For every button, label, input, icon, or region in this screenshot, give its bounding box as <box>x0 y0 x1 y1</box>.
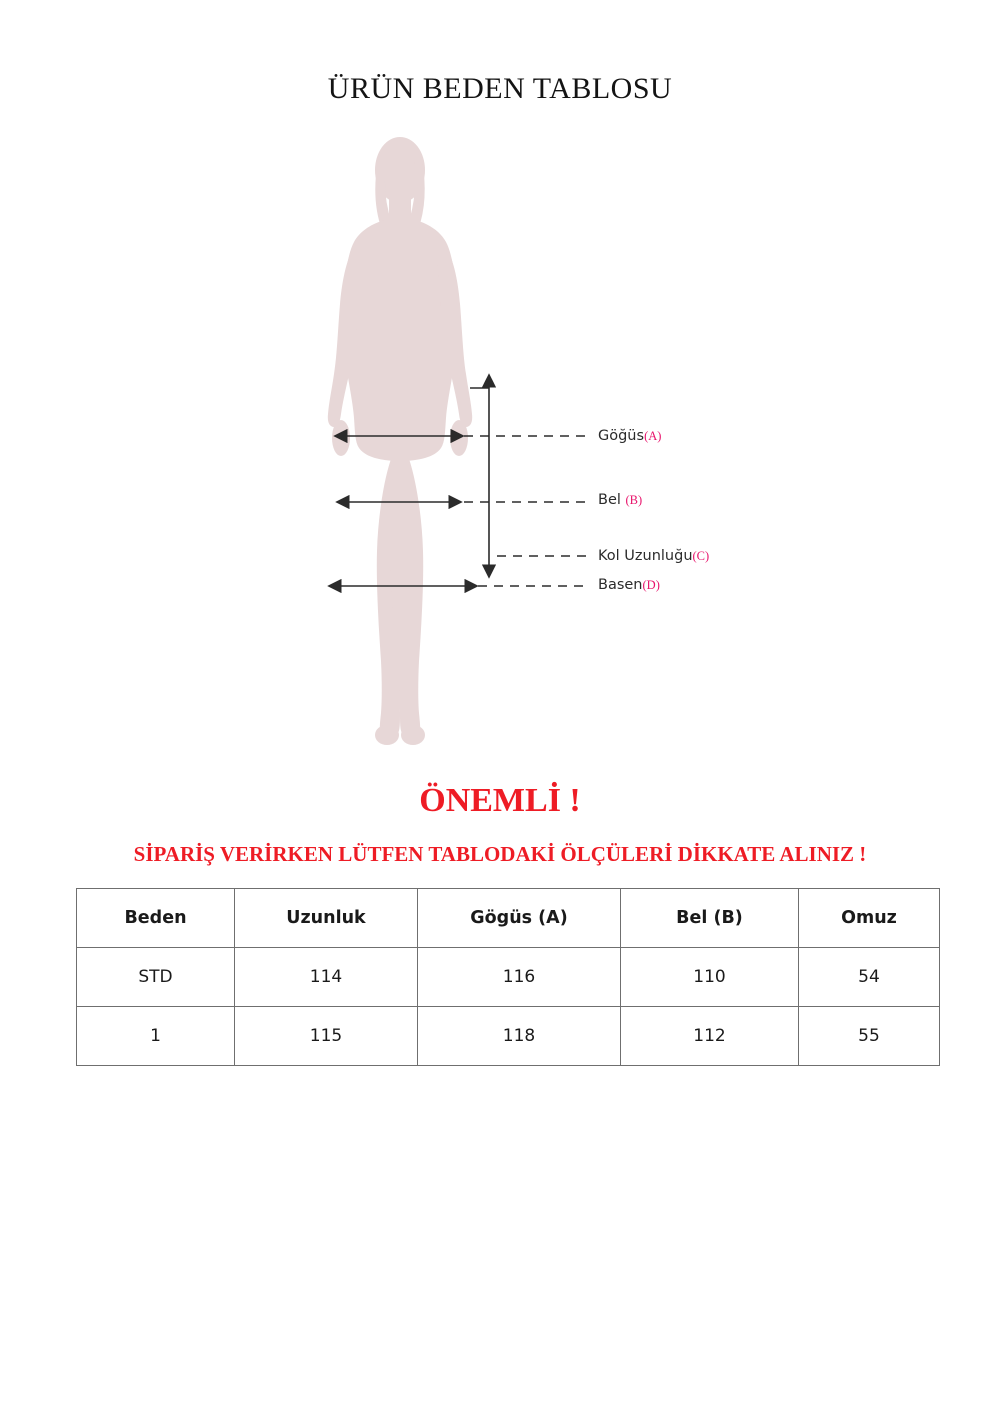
table-cell: 55 <box>799 1007 940 1066</box>
table-header-cell: Gögüs (A) <box>418 889 621 948</box>
table-header-cell: Bel (B) <box>621 889 799 948</box>
label-chest-text: Göğüs <box>598 428 645 444</box>
label-sleeve-text: Kol Uzunluğu <box>598 548 693 564</box>
table-cell: 110 <box>621 948 799 1007</box>
label-waist <box>598 492 642 508</box>
table-header-cell: Uzunluk <box>235 889 418 948</box>
label-sleeve-length <box>598 548 709 564</box>
label-chest-code: (A) <box>644 429 662 443</box>
label-waist-code: (B) <box>625 493 643 507</box>
measurement-figure <box>0 130 1000 770</box>
table-header-cell: Omuz <box>799 889 940 948</box>
important-heading: ÖNEMLİ ! <box>419 782 581 819</box>
table-cell: 115 <box>235 1007 418 1066</box>
label-chest <box>598 428 661 444</box>
label-waist-text: Bel <box>598 492 626 508</box>
table-cell: STD <box>77 948 235 1007</box>
table-cell: 114 <box>235 948 418 1007</box>
page-title: ÜRÜN BEDEN TABLOSU <box>327 72 673 105</box>
label-hips-code: (D) <box>642 578 660 592</box>
table-header-row <box>77 889 940 948</box>
label-hips <box>598 577 660 593</box>
table-cell: 112 <box>621 1007 799 1066</box>
table-cell: 1 <box>77 1007 235 1066</box>
table-cell: 118 <box>418 1007 621 1066</box>
female-silhouette-icon <box>270 130 530 760</box>
size-table <box>76 888 940 1066</box>
table-row <box>77 1007 940 1066</box>
table-header-cell: Beden <box>77 889 235 948</box>
label-sleeve-code: (C) <box>692 549 710 563</box>
order-notice: SİPARİŞ VERİRKEN LÜTFEN TABLODAKİ ÖLÇÜLERİ DİKKATE ALINIZ ! <box>133 842 867 866</box>
table-row <box>77 948 940 1007</box>
label-hips-text: Basen <box>598 577 643 593</box>
table-cell: 116 <box>418 948 621 1007</box>
table-cell: 54 <box>799 948 940 1007</box>
